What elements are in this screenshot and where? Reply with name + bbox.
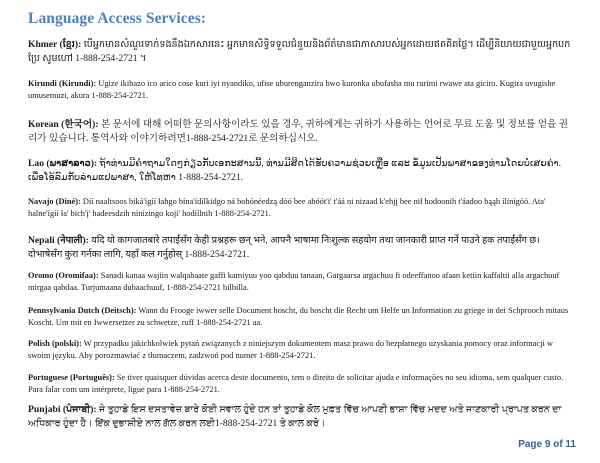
entry-text: 본 문서에 대해 어떠한 문의사항이라도 있을 경우, 귀하에게는 귀하가 사용하는 언어로 무료 도움 및 정보를 얻을 권리가 있습니다. 통역사와 이야기하려면 [28, 119, 569, 144]
entry-text: Díí naaltsoos biká'ígíí łahgo bína'ídílkidgo ná bohónéedzą dóó bee ahóót'i' t'áá ni nizaad k'ehjį bee nił hodoonih t'áadoo bąąh ílínígóó. Ata' halne'ígíí ła' bich'į' hadeesdzih nínízingo koji' hodíílnih [28, 197, 546, 219]
entry-text: Se tiver quaisquer dúvidas acerca deste documento, tem o direito de solicitar ajuda e informações no seu idioma, sem qualquer custo. Para falar com um intérprete, ligue para [28, 373, 564, 395]
phone-number: 1-888-254-2721 [178, 172, 241, 183]
entry-tail: ។ [140, 53, 147, 64]
page-title: Language Access Services: [28, 10, 207, 27]
entry-text: ਜੇ ਤੁਹਾਡੇ ਇਸ ਦਸਤਾਵੇਜ਼ ਬਾਰੇ ਕੋਈ ਸਵਾਲ ਹੁੰਦੇ ਹਨ ਤਾਂ ਤੁਹਾਡੇ ਕੋਲ ਮੁਫ਼ਤ ਵਿੱਚ ਆਪਣੀ ਭਾਸ਼ਾ ਵਿੱਚ ਮਦਦ ਅਤੇ ਜਾਣਕਾਰੀ ਪ੍ਰਾਪਤ ਕਰਨ ਦਾ ਅਧਿਕਾਰ ਹੁੰਦਾ ਹੈ। ਇੱਕ ਦੁਭਾਸ਼ੀਏ ਨਾਲ ਗੱਲ ਕਰਨ ਲਈ [28, 404, 562, 429]
phone-number: 1-888-254-2721 [75, 53, 138, 64]
entry-text: ຖ້າທ່ານມີຄຳຖາມໃດໆກ່ຽວກັບເອກະສານນີ້, ທ່ານມີສິດໄດ້ຮັບຄວາມຊ່ວຍເຫຼືອ ແລະ ຂໍ້ມູນເປັນພາສາຂອງທ່ານໂດຍບໍ່ເສຍຄ່າ. ເພື່ອໂອ້ລົມກັບລ່າມແປພາສາ, ໃຫ້ໂທຫາ [28, 158, 562, 183]
language-label: Polish (polski): [28, 339, 82, 348]
entry-pennsylvania-dutch [28, 305, 576, 330]
entry-polish [28, 338, 576, 363]
entry-tail: . [217, 385, 220, 395]
phone-number: 1-888-254-2721 [196, 318, 251, 328]
entry-oromo [28, 270, 576, 295]
entry-lao [28, 157, 576, 185]
entry-text: Ugize ikibazo ico arico cose kuri iyi nyandiko, ufise uburenganzira bwo kuronka ubufasha mu rurimi rwawe ata giciro. Kugira uvugishe umusemuzi, akura [28, 79, 556, 101]
phone-number: 1-888-254-2721 [214, 209, 269, 219]
page-number: Page 9 of 11 [518, 439, 576, 450]
language-label: Lao (ພາສາລາວ): [28, 158, 98, 169]
entry-nepali [28, 234, 576, 262]
language-label: Nepali (नेपाली): [28, 235, 89, 246]
language-label: Korean (한국어): [28, 119, 99, 130]
phone-number: 1-888-254-2721 [163, 385, 218, 395]
phone-number: 1-888-254-2721 [184, 249, 247, 260]
phone-number: 1-888-254-2721 [166, 283, 221, 293]
entry-text: W przypadku jakichkolwiek pytań związanych z niniejszym dokumentem masz prawo do bezpłatnego uzyskania pomocy oraz informacji w swoim języku. Aby porozmawiać z tłumaczem, zadzwoń pod numer [28, 339, 553, 361]
entry-korean [28, 118, 576, 146]
language-label: Portuguese (Português): [28, 373, 115, 382]
entry-tail: . [268, 209, 271, 219]
entry-tail: bilbilla. [223, 283, 249, 293]
language-label: Punjabi (ਪੰਜਾਬੀ): [28, 404, 97, 415]
entry-khmer [28, 38, 576, 66]
entry-tail: aa. [252, 318, 263, 328]
language-label: Kirundi (Kirundi): [28, 79, 97, 88]
phone-number: 1-888-254-2721 [91, 91, 146, 101]
entry-tail: . [240, 172, 244, 183]
phone-number: 1-888-254-2721 [214, 418, 278, 429]
entry-punjabi [28, 403, 576, 431]
entry-tail: ਤੇ ਕਾਲ ਕਰੋ। [279, 418, 326, 429]
language-label: Navajo (Diné): [28, 197, 81, 206]
entry-kirundi [28, 78, 576, 103]
entry-text: यदि यो कागजातबारे तपाईंसँग केही प्रश्नहरू छन् भने, आफ्नै भाषामा निःशुल्क सहयोग तथा जानकारी प्राप्त गर्ने पाउने हक तपाईंसँग छ। दोभाषेसँग कुरा गर्नका लागि, यहाँ कल गर्नुहोस् [28, 235, 540, 260]
entry-text: Sanadi kanaa wajiin walqabaate gaffi kamiyuu yoo qabduu tanaan, Gargaarsa argachuu fi odeeffanoo afaan ketiin kaffaltii alla argachuuf mirgaa qabdaa. Turjumaana dubaachuuf, [28, 271, 560, 293]
entry-navajo [28, 196, 576, 221]
language-label: Khmer (ខ្មែរ): [28, 39, 82, 50]
entry-tail: . [145, 91, 149, 101]
language-label: Oromo (Oromifaa): [28, 271, 99, 280]
phone-number: 1-888-254-2721 [185, 133, 249, 144]
entry-portuguese [28, 372, 576, 397]
phone-number: 1-888-254-2721 [258, 351, 314, 361]
entry-text: បើអ្នកមានសំណួរទាក់ទងនឹងឯកសារនេះ អ្នកមានសិទ្ធិទទួលជំនួយនិងព័ត៌មានជាភាសារបស់អ្នកដោយឥតគិតថ្លៃ។ ដើម្បីនិយាយជាមួយអ្នកបកប្រែ សូមហៅ [28, 39, 571, 64]
entry-tail: 로 문의하십시오. [248, 133, 318, 144]
entry-text: Wann du Frooge iwwer selle Document hoscht, du hoscht die Recht um Helfe un Information zu griege in dei Schprooch mitaus Koscht. Um mit en Iwwersetzer zu schwetze, ruff [28, 306, 569, 328]
entry-tail: . [313, 351, 316, 361]
entry-tail: . [246, 249, 250, 260]
language-label: Pennsylvania Dutch (Deitsch): [28, 306, 137, 315]
